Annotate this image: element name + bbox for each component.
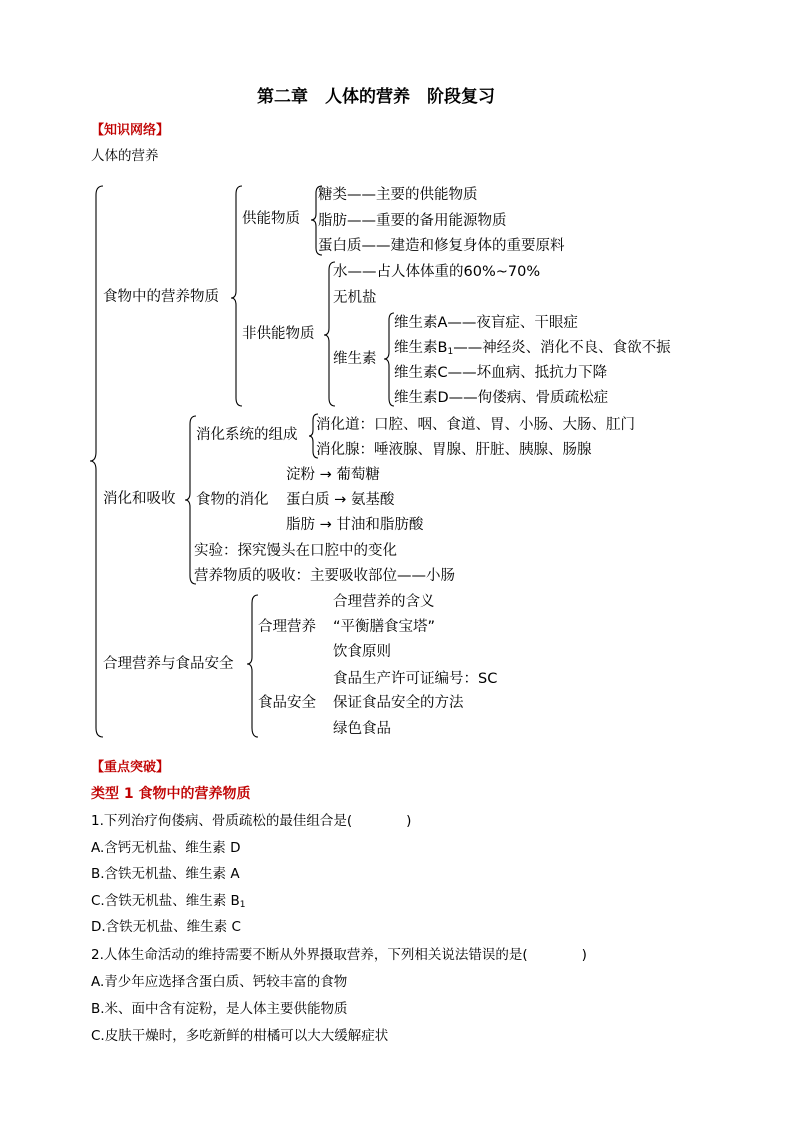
brace-rational [247, 595, 258, 737]
q1-option-a: A.含钙无机盐、维生素 D [91, 840, 241, 856]
node-principle: 饮食原则 [333, 644, 391, 660]
node-food-safety: 食品安全 [258, 695, 316, 711]
node-vitamin-c: 维生素C——坏血病、抵抗力下降 [394, 365, 608, 381]
brace-root [90, 186, 103, 737]
node-fat: 脂肪——重要的备用能源物质 [318, 213, 507, 229]
network-subtitle: 人体的营养 [91, 148, 159, 164]
node-sugar: 糖类——主要的供能物质 [318, 187, 478, 203]
node-vitamin-a: 维生素A——夜盲症、干眼症 [394, 315, 578, 331]
q1-option-c-subscript: 1 [239, 900, 246, 910]
node-absorption: 营养物质的吸收：主要吸收部位——小肠 [194, 568, 455, 584]
node-vitamin-b1 [394, 341, 671, 357]
node-experiment: 实验：探究馒头在口腔中的变化 [194, 543, 397, 559]
q1-option-c-text: C.含铁无机盐、维生素 B [91, 893, 240, 909]
brace-food [231, 186, 242, 406]
node-protein-digest: 蛋白质 → 氨基酸 [286, 492, 395, 508]
node-vitamin: 维生素 [333, 351, 377, 367]
node-license: 食品生产许可证编号：SC [333, 671, 498, 687]
brace-vitamin [384, 313, 394, 406]
node-rational-nutrition: 合理营养 [258, 619, 316, 635]
brace-nonenergy [324, 262, 335, 406]
q1-option-d: D.含铁无机盐、维生素 C [91, 919, 241, 935]
q1-option-c [91, 895, 246, 910]
node-fat-digest: 脂肪 → 甘油和脂肪酸 [286, 517, 424, 533]
q1-stem: 1.下列治疗佝偻病、骨质疏松的最佳组合是( ) [91, 813, 412, 829]
q2-option-b: B.米、面中含有淀粉，是人体主要供能物质 [91, 1001, 348, 1017]
node-vitamin-d: 维生素D——佝偻病、骨质疏松症 [394, 390, 609, 406]
node-water: 水——占人体体重的60%~70% [333, 264, 541, 280]
node-rational-safety: 合理营养与食品安全 [103, 656, 234, 672]
q2-stem: 2.人体生命活动的维持需要不断从外界摄取营养，下列相关说法错误的是( ) [91, 947, 587, 963]
node-salt: 无机盐 [333, 290, 377, 306]
q2-option-c: C.皮肤干燥时，多吃新鲜的柑橘可以大大缓解症状 [91, 1028, 389, 1044]
type1-heading: 类型 1 食物中的营养物质 [91, 786, 251, 802]
page-title: 第二章 人体的营养 阶段复习 [257, 87, 495, 107]
node-digestive-tract: 消化道：口腔、咽、食道、胃、小肠、大肠、肛门 [316, 417, 635, 433]
vitamin-b-desc: ——神经炎、消化不良、食欲不振 [453, 340, 671, 356]
node-protein: 蛋白质——建造和修复身体的重要原料 [318, 238, 565, 254]
node-digestive-system: 消化系统的组成 [196, 427, 298, 443]
node-pagoda: “平衡膳食宝塔” [333, 619, 436, 635]
node-food-digestion: 食物的消化 [196, 492, 269, 508]
section-key-points: 【重点突破】 [91, 760, 170, 775]
q1-option-b: B.含铁无机盐、维生素 A [91, 866, 240, 882]
q2-option-a: A.青少年应选择含蛋白质、钙较丰富的食物 [91, 974, 348, 990]
section-knowledge-network: 【知识网络】 [91, 123, 170, 138]
node-meaning: 合理营养的含义 [333, 594, 435, 610]
vitamin-b-label: 维生素B [394, 340, 448, 356]
node-energy-substances: 供能物质 [242, 211, 300, 227]
node-green-food: 绿色食品 [333, 721, 391, 737]
node-food-nutrients: 食物中的营养物质 [103, 289, 219, 305]
node-nonenergy: 非供能物质 [242, 326, 315, 342]
node-digestive-glands: 消化腺：唾液腺、胃腺、肝脏、胰腺、肠腺 [316, 442, 592, 458]
node-starch: 淀粉 → 葡萄糖 [286, 467, 380, 483]
node-safety-methods: 保证食品安全的方法 [333, 695, 464, 711]
node-digestion-absorption: 消化和吸收 [103, 491, 176, 507]
vitamin-b-subscript: 1 [447, 347, 454, 357]
